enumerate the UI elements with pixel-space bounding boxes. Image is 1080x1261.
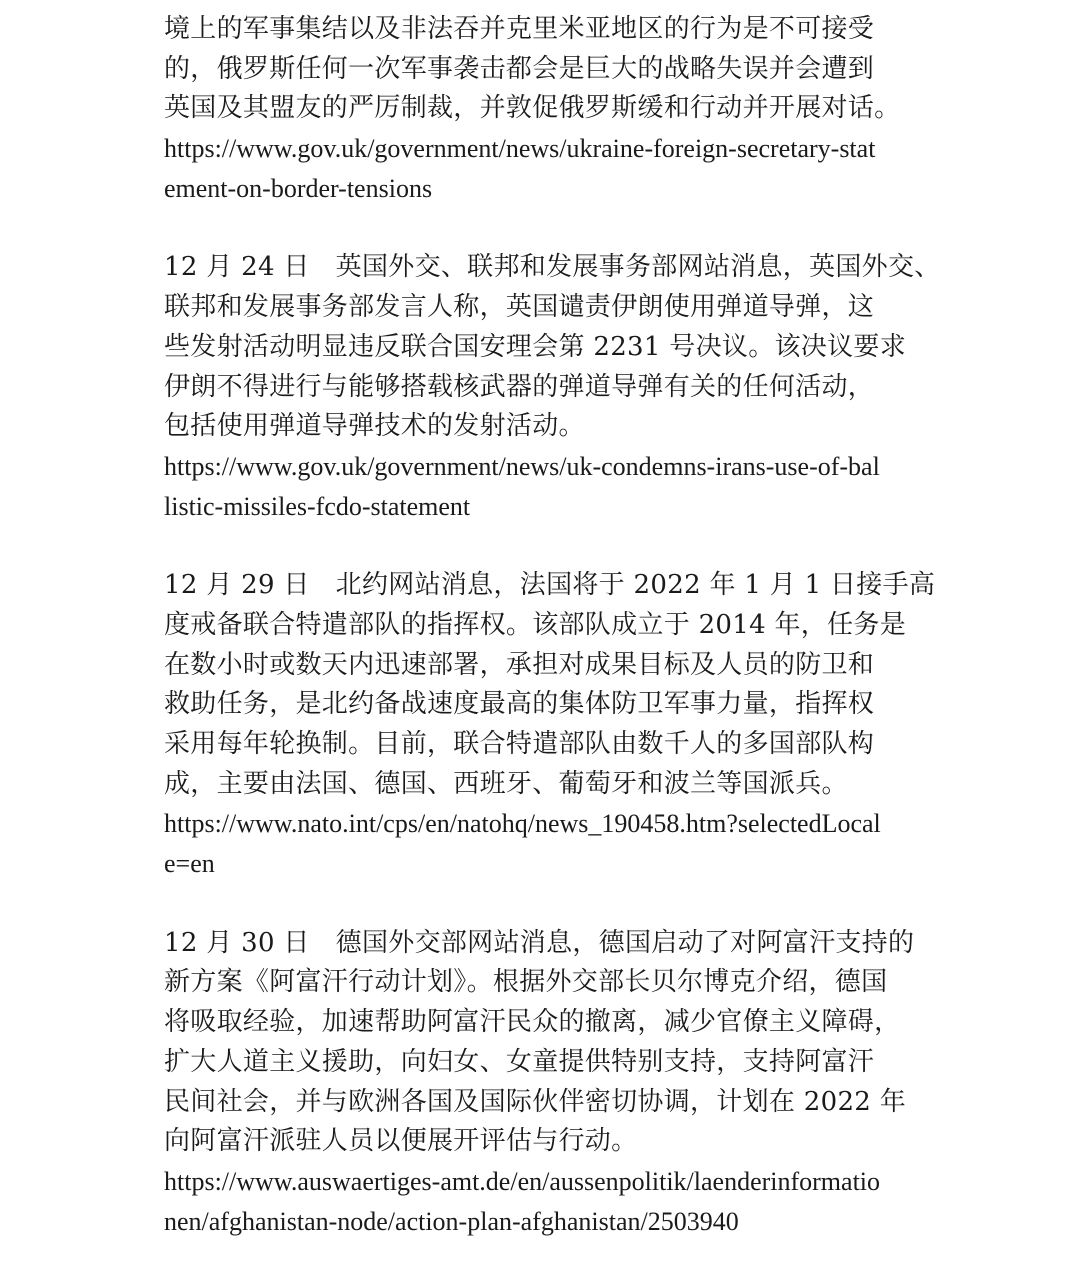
entry-body-line: 在数小时或数天内迅速部署，承担对成果目标及人员的防卫和 — [164, 649, 875, 680]
news-entry — [164, 924, 924, 1242]
entry-body-line: 度戒备联合特遣部队的指挥权。该部队成立于 2014 年，任务是 — [164, 609, 906, 640]
entry-body-line: 的，俄罗斯任何一次军事袭击都会是巨大的战略失误并会遭到 — [164, 53, 875, 84]
entry-body-line: 扩大人道主义援助，向妇女、女童提供特别支持，支持阿富汗 — [164, 1046, 875, 1077]
entry-body-line: 向阿富汗派驻人员以便展开评估与行动。 — [164, 1126, 638, 1157]
entry-body-line: 成，主要由法国、德国、西班牙、葡萄牙和波兰等国派兵。 — [164, 768, 848, 799]
entry-url-line: nen/afghanistan-node/action-plan-afghanistan/2503940 — [164, 1206, 739, 1236]
entry-body-line: 德国外交部网站消息，德国启动了对阿富汗支持的 — [335, 927, 915, 958]
entry-url-line: https://www.gov.uk/government/news/uk-condemns-irans-use-of-bal — [164, 451, 880, 481]
entry-url-line: https://www.nato.int/cps/en/natohq/news_190458.htm?selectedLocal — [164, 809, 881, 839]
entry-body-line: 联邦和发展事务部发言人称，英国谴责伊朗使用弹道导弹，这 — [164, 292, 875, 323]
entry-body-line: 采用每年轮换制。目前，联合特遣部队由数千人的多国部队构 — [164, 729, 875, 759]
news-entry — [164, 566, 936, 884]
entry-first-line — [164, 924, 924, 964]
entry-date: 12 月 24 日 — [164, 252, 310, 283]
news-entry — [164, 248, 941, 526]
entry-body-line: 民间社会，并与欧洲各国及国际伙伴密切协调，计划在 2022 年 — [164, 1086, 906, 1117]
entry-body-line: 伊朗不得进行与能够搭载核武器的弹道导弹有关的任何活动， — [164, 371, 875, 402]
entry-body-line: 些发射活动明显违反联合国安理会第 2231 号决议。该决议要求 — [164, 331, 906, 362]
entry-date: 12 月 30 日 — [164, 927, 310, 958]
entry-body-line: 将吸取经验，加速帮助阿富汗民众的撤离，减少官僚主义障碍， — [164, 1007, 901, 1038]
paragraph-gap — [164, 884, 924, 924]
entry-body-line: 新方案《阿富汗行动计划》。根据外交部长贝尔博克介绍，德国 — [164, 967, 888, 998]
entry-date: 12 月 29 日 — [164, 570, 310, 601]
paragraph-gap — [164, 526, 924, 566]
paragraph-gap — [164, 208, 924, 248]
entry-url-line: listic-missiles-fcdo-statement — [164, 491, 471, 521]
entry-body-line: 救助任务，是北约备战速度最高的集体防卫军事力量，指挥权 — [164, 689, 875, 720]
entry-first-line — [164, 566, 936, 606]
entry-body-line: 北约网站消息，法国将于 2022 年 1 月 1 日接手高 — [335, 570, 936, 601]
news-entry — [164, 10, 924, 208]
entry-body-line: 境上的军事集结以及非法吞并克里米亚地区的行为是不可接受 — [164, 14, 875, 44]
entry-first-line — [164, 248, 941, 288]
entry-url-line: https://www.auswaertiges-amt.de/en/aussenpolitik/laenderinformatio — [164, 1166, 881, 1196]
entry-body-line: 包括使用弹道导弹技术的发射活动。 — [164, 411, 585, 442]
entry-url-line: e=en — [164, 849, 215, 879]
entry-body-line: 英国及其盟友的严厉制裁，并敦促俄罗斯缓和行动并开展对话。 — [164, 93, 901, 124]
text-column — [164, 10, 941, 1241]
entry-body-line: 英国外交、联邦和发展事务部网站消息，英国外交、 — [335, 252, 941, 283]
entry-url-line: ement-on-border-tensions — [164, 173, 433, 203]
entry-url-line: https://www.gov.uk/government/news/ukraine-foreign-secretary-stat — [164, 134, 876, 164]
